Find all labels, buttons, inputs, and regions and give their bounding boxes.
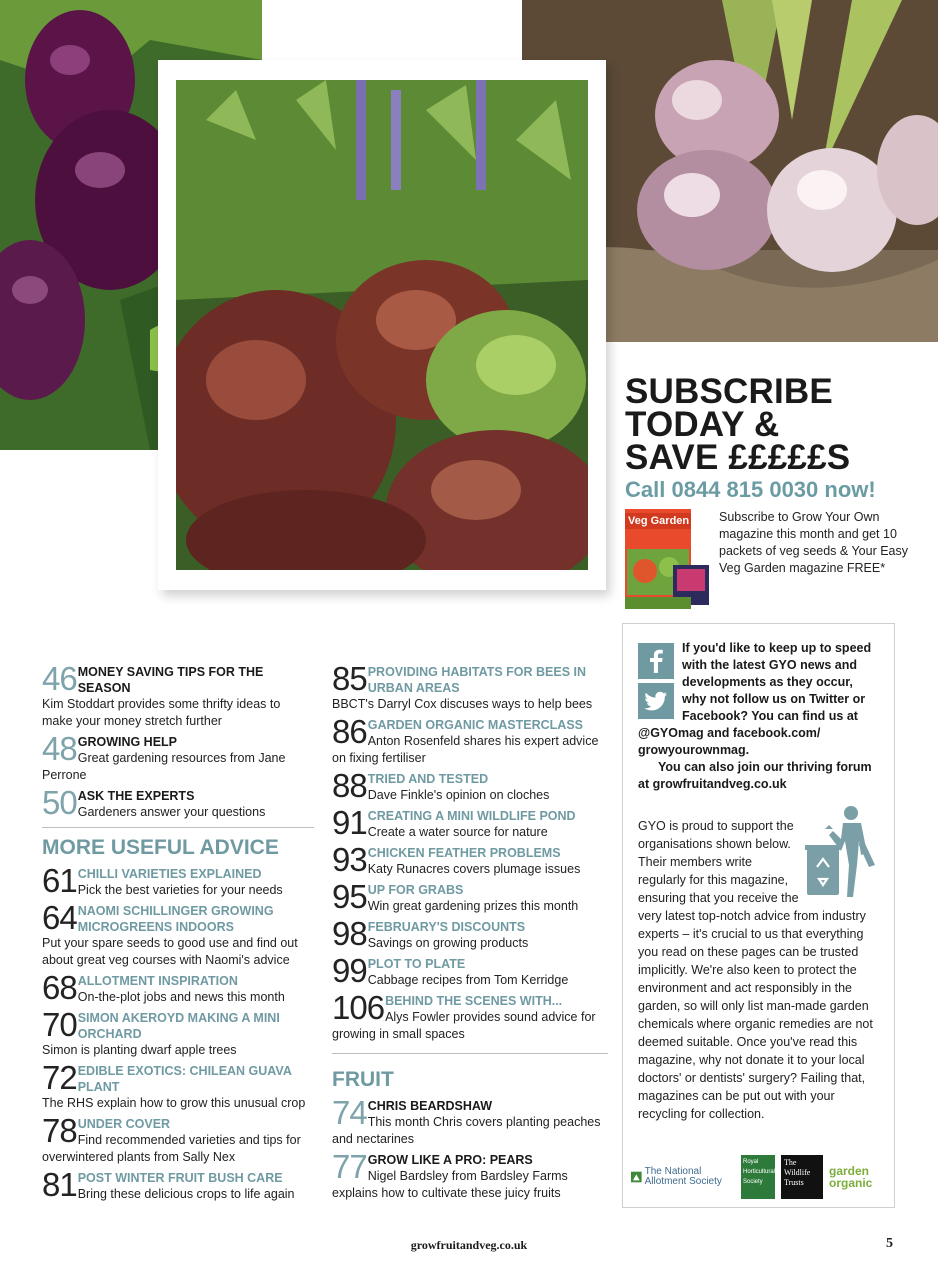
garden-organic-label: garden organic xyxy=(829,1164,873,1190)
social-line: developments as they occur, xyxy=(682,675,853,689)
info-box xyxy=(622,623,895,1208)
contents-entry[interactable] xyxy=(332,915,608,952)
contents-list xyxy=(332,660,608,1043)
entry-description: Find recommended varieties and tips for overwintered plants from Sally Nex xyxy=(42,1133,301,1164)
entry-title: CHILLI VARIETIES EXPLAINED xyxy=(77,867,262,881)
page-number-label: 86 xyxy=(332,713,367,750)
entry-title: GARDEN ORGANIC MASTERCLASS xyxy=(367,718,584,732)
social-line: If you'd like to keep up to speed xyxy=(682,641,872,655)
entry-title: CREATING A MINI WILDLIFE POND xyxy=(367,809,576,823)
contents-column-middle xyxy=(332,660,608,1206)
twitter-icon[interactable] xyxy=(638,683,674,719)
page-number-label: 74 xyxy=(332,1094,367,1131)
entry-title: PLOT TO PLATE xyxy=(367,957,466,971)
allotment-society-label: The National Allotment Society xyxy=(644,1166,722,1187)
contents-entry[interactable] xyxy=(332,878,608,915)
entry-description: Put your spare seeds to good use and find out about great veg courses with Naomi's advice xyxy=(42,936,298,967)
entry-title: UNDER COVER xyxy=(77,1117,171,1131)
entry-title: NAOMI SCHILLINGER GROWING MICROGREENS INDOORS xyxy=(77,904,274,934)
entry-title: SIMON AKEROYD MAKING A MINI ORCHARD xyxy=(77,1011,280,1041)
contents-entry[interactable] xyxy=(42,1059,314,1112)
subscribe-panel xyxy=(625,372,925,609)
magazine-cover xyxy=(625,509,713,609)
contents-entry[interactable] xyxy=(332,767,608,804)
entry-description: Simon is planting dwarf apple trees xyxy=(42,1043,237,1057)
entry-description: Dave Finkle's opinion on cloches xyxy=(367,788,550,802)
subscribe-heading-line: SUBSCRIBE xyxy=(625,372,833,411)
wildlife-trusts-logo[interactable] xyxy=(781,1155,823,1199)
contents-list xyxy=(42,862,314,1203)
facebook-icon[interactable] xyxy=(638,643,674,679)
subscribe-phone[interactable]: Call 0844 815 0030 now! xyxy=(625,477,876,502)
allotment-society-icon xyxy=(631,1169,642,1185)
contents-entry[interactable] xyxy=(332,1094,608,1148)
contents-entry[interactable] xyxy=(42,862,314,899)
subscribe-description: Subscribe to Grow Your Own magazine this month and get 10 packets of veg seeds & Your Easy Veg Garden magazine FREE* xyxy=(719,510,909,575)
social-line: with the latest GYO news and xyxy=(682,658,858,672)
page-number-label: 85 xyxy=(332,660,367,697)
entry-description: Anton Rosenfeld shares his expert advice on fixing fertiliser xyxy=(332,734,599,765)
social-section xyxy=(638,640,879,759)
entry-title: CHICKEN FEATHER PROBLEMS xyxy=(367,846,561,860)
page-number-label: 64 xyxy=(42,899,77,936)
entry-title: EDIBLE EXOTICS: CHILEAN GUAVA PLANT xyxy=(77,1064,292,1094)
entry-title: PROVIDING HABITATS FOR BEES IN URBAN AREAS xyxy=(367,665,587,695)
section-heading-more-useful-advice: MORE USEFUL ADVICE xyxy=(42,836,279,859)
rhs-logo[interactable] xyxy=(741,1155,775,1199)
contents-entry[interactable] xyxy=(332,804,608,841)
contents-entry[interactable] xyxy=(42,1006,314,1059)
contents-list xyxy=(42,660,314,821)
entry-description: This month Chris covers planting peaches and nectarines xyxy=(332,1115,601,1146)
contents-entry[interactable] xyxy=(332,1148,608,1202)
divider xyxy=(42,827,314,828)
section-heading-fruit: FRUIT xyxy=(332,1068,394,1091)
contents-entry[interactable] xyxy=(42,784,314,821)
entry-description: On-the-plot jobs and news this month xyxy=(77,990,285,1004)
entry-title: BEHIND THE SCENES WITH... xyxy=(385,994,563,1008)
contents-column-left xyxy=(42,660,314,1207)
allotment-society-logo[interactable] xyxy=(631,1167,735,1187)
page-number-label: 88 xyxy=(332,767,367,804)
page-number-label: 77 xyxy=(332,1148,367,1185)
entry-title: TRIED AND TESTED xyxy=(367,772,489,786)
magazine-cover-title: Veg Garden xyxy=(628,515,690,527)
page-number-label: 61 xyxy=(42,862,77,899)
contents-entry[interactable] xyxy=(332,713,608,767)
forum-text[interactable]: You can also join our thriving forum at growfruitandveg.co.uk xyxy=(638,760,872,791)
page-number-label: 95 xyxy=(332,878,367,915)
page-number-label: 68 xyxy=(42,969,77,1006)
page-number-label: 99 xyxy=(332,952,367,989)
entry-description: Alys Fowler provides sound advice for growing in small spaces xyxy=(332,1010,596,1041)
divider xyxy=(332,1053,608,1054)
entry-description: BBCT's Darryl Cox discuses ways to help bees xyxy=(332,697,593,711)
entry-description: Gardeners answer your questions xyxy=(77,805,266,819)
page-number-label: 72 xyxy=(42,1059,77,1096)
contents-entry[interactable] xyxy=(42,899,314,969)
contents-entry[interactable] xyxy=(332,660,608,713)
lettuce-photo xyxy=(176,80,588,570)
contents-entry[interactable] xyxy=(332,952,608,989)
social-line: Facebook? You can find us at xyxy=(682,709,858,723)
page-number-label: 106 xyxy=(332,989,385,1026)
partner-logos xyxy=(631,1152,889,1202)
page-number-label: 50 xyxy=(42,784,77,821)
page-number-label: 93 xyxy=(332,841,367,878)
page-number-label: 70 xyxy=(42,1006,77,1043)
support-text: GYO is proud to support the organisations shown below. Their members write regularly for this magazine, ensuring that you receive the very latest top-notch advice from industry experts – it's crucial to us that everything you read on these pages can be trusted implicitly. We're also keen to protect the environment and act responsibly in the garden, so will only list man-made garden chemicals where organic remedies are not deemed suitable. Once you've read this magazine, why not donate it to your local doctors' or dentists' surgery? Failing that, magazines can be put out with your recycling for collection. xyxy=(638,819,873,1121)
entry-title: FEBRUARY'S DISCOUNTS xyxy=(367,920,526,934)
page-number-label: 78 xyxy=(42,1112,77,1149)
entry-title: GROW LIKE A PRO: PEARS xyxy=(367,1153,533,1167)
subscribe-heading-line: TODAY & xyxy=(625,405,780,444)
page-number: 5 xyxy=(886,1236,893,1251)
recycle-bin-icon xyxy=(805,805,883,901)
entry-title: POST WINTER FRUIT BUSH CARE xyxy=(77,1171,283,1185)
page-number-label: 81 xyxy=(42,1166,77,1203)
contents-list xyxy=(332,1094,608,1202)
rhs-label: Royal Horticultural Society xyxy=(743,1159,775,1185)
contents-entry[interactable] xyxy=(42,730,314,784)
page-number-label: 46 xyxy=(42,660,77,697)
entry-description: Create a water source for nature xyxy=(367,825,548,839)
contents-entry[interactable] xyxy=(42,660,314,730)
entry-title: GROWING HELP xyxy=(77,735,178,749)
page-number-label: 48 xyxy=(42,730,77,767)
contents-entry[interactable] xyxy=(332,841,608,878)
entry-title: CHRIS BEARDSHAW xyxy=(367,1099,493,1113)
entry-title: UP FOR GRABS xyxy=(367,883,464,897)
garden-organic-logo[interactable] xyxy=(829,1165,885,1189)
entry-title: ASK THE EXPERTS xyxy=(77,789,195,803)
entry-description: Pick the best varieties for your needs xyxy=(77,883,283,897)
footer-url[interactable]: growfruitandveg.co.uk xyxy=(410,1238,528,1252)
entry-description: Bring these delicious crops to life again xyxy=(77,1187,295,1201)
wildlife-trusts-label: The Wildlife Trusts xyxy=(784,1158,811,1187)
entry-description: Cabbage recipes from Tom Kerridge xyxy=(367,973,569,987)
entry-description: Kim Stoddart provides some thrifty ideas to make your money stretch further xyxy=(42,697,281,728)
contents-entry[interactable] xyxy=(42,1166,314,1203)
contents-entry[interactable] xyxy=(332,989,608,1043)
entry-description: The RHS explain how to grow this unusual crop xyxy=(42,1096,306,1110)
entry-description: Win great gardening prizes this month xyxy=(367,899,579,913)
subscribe-heading-line: SAVE £££££S xyxy=(625,438,851,477)
entry-description: Nigel Bardsley from Bardsley Farms explains how to cultivate these juicy fruits xyxy=(332,1169,568,1200)
subscribe-heading xyxy=(625,372,925,477)
entry-title: ALLOTMENT INSPIRATION xyxy=(77,974,238,988)
entry-description: Great gardening resources from Jane Perrone xyxy=(42,751,286,782)
page-number-label: 91 xyxy=(332,804,367,841)
page-number-label: 98 xyxy=(332,915,367,952)
entry-description: Savings on growing products xyxy=(367,936,529,950)
contents-entry[interactable] xyxy=(42,1112,314,1166)
social-line: why not follow us on Twitter or xyxy=(682,692,866,706)
social-handles[interactable]: @GYOmag and facebook.com/ growyourownmag. xyxy=(638,726,821,757)
entry-description: Katy Runacres covers plumage issues xyxy=(367,862,581,876)
contents-entry[interactable] xyxy=(42,969,314,1006)
entry-title: MONEY SAVING TIPS FOR THE SEASON xyxy=(77,665,264,695)
